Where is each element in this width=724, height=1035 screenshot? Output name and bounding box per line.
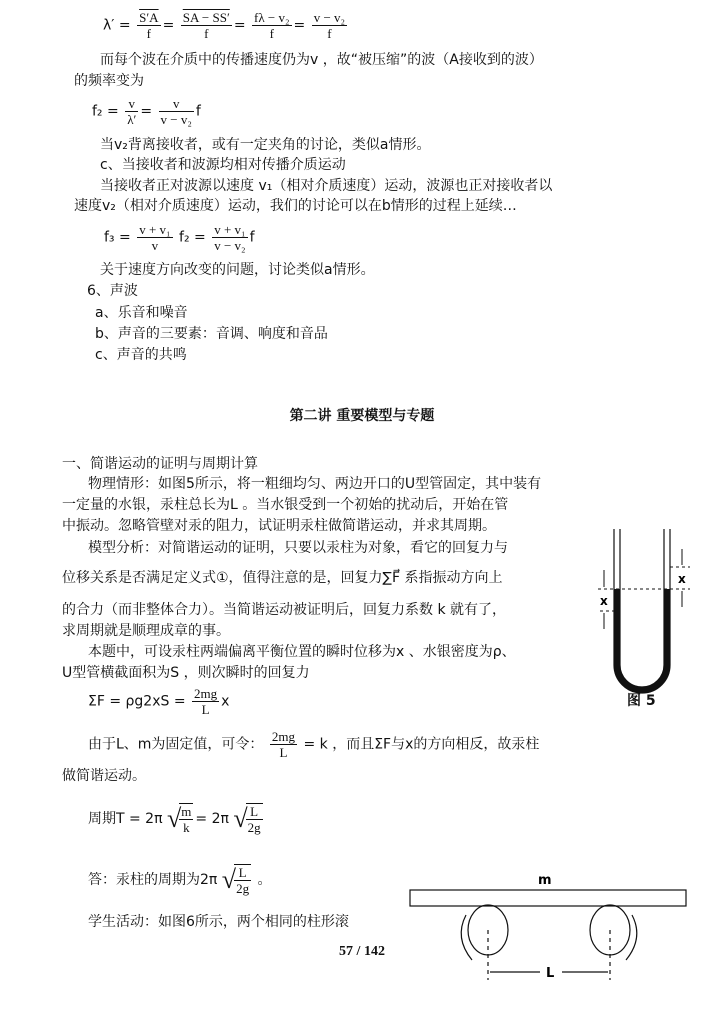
fraction <box>252 10 292 41</box>
text: = 2π <box>195 811 229 827</box>
num: v <box>159 96 194 112</box>
paragraph: 速度v₂（相对介质速度）运动，我们的讨论可以在b情形的过程上延续… <box>74 198 517 214</box>
text: 答：汞柱的周期为2π <box>88 872 218 888</box>
paragraph: 当接收者正对波源以速度 v₁（相对介质速度）运动，波源也正对接收者以 <box>100 178 553 194</box>
chapter-title: 第二讲 重要模型与专题 <box>289 408 435 424</box>
fraction <box>137 10 160 41</box>
text: 由于L、m为固定值，可令： <box>88 736 264 753</box>
paragraph: 物理情形：如图5所示，将一粗细均匀、两边开口的U型管固定，其中装有 <box>88 476 542 492</box>
page-sep: / <box>353 944 364 959</box>
sqrt: √ $\frac{L}{2g}$ <box>221 865 250 896</box>
fraction <box>181 10 232 41</box>
den: 2g <box>236 881 250 896</box>
num: 2mg <box>194 686 218 701</box>
answer <box>88 864 272 896</box>
list-item: c、声音的共鸣 <box>95 347 187 363</box>
text: 周期T = 2π <box>88 811 163 827</box>
distance-label: L <box>546 966 555 981</box>
fraction <box>159 96 194 127</box>
text: f₂ = <box>92 103 119 120</box>
num: v <box>125 96 138 112</box>
den: L <box>201 702 210 717</box>
formula-sum-f <box>88 686 229 717</box>
den: L <box>279 745 288 760</box>
fraction <box>234 864 251 896</box>
fraction <box>212 222 247 253</box>
text: 。 <box>257 872 272 888</box>
paragraph: U型管横截面积为S ，则次瞬时的回复力 <box>62 665 310 681</box>
text: f₃ = <box>104 229 131 246</box>
num: v + v₁ <box>139 222 171 237</box>
den: v − v₂ <box>160 112 192 127</box>
eq: = <box>233 17 246 34</box>
num: v + v₁ <box>214 222 246 237</box>
text: x <box>221 693 230 710</box>
x-label: x <box>678 572 686 586</box>
figure-5-caption: 图 5 <box>627 693 656 709</box>
paragraph: 做简谐运动。 <box>62 768 146 784</box>
eq: = <box>162 17 175 34</box>
formula-f3 <box>104 222 255 253</box>
paragraph: 当v₂背离接收者，或有一定夹角的讨论，类似a情形。 <box>100 137 431 153</box>
num: L <box>234 865 251 881</box>
den: 2g <box>247 820 261 835</box>
formula-period <box>88 803 265 835</box>
den: v <box>151 238 159 253</box>
text: = k ，而且ΣF与x的方向相反，故汞柱 <box>303 736 540 753</box>
paragraph: 中振动。忽略管壁对汞的阻力，试证明汞柱做简谐运动，并求其周期。 <box>62 518 496 534</box>
paragraph: 的频率变为 <box>74 73 144 89</box>
text: f₂ = <box>179 229 206 246</box>
num: m <box>181 804 192 819</box>
den: λ′ <box>127 112 137 127</box>
num: fλ − v₂ <box>254 10 290 25</box>
x-label: x <box>600 594 608 608</box>
fraction <box>246 803 263 835</box>
fraction <box>312 10 347 41</box>
list-item: a、乐音和噪音 <box>95 305 188 321</box>
paragraph: 求周期就是顺理成章的事。 <box>62 623 230 639</box>
fraction <box>137 222 172 253</box>
page-total: 142 <box>363 944 385 959</box>
u-tube-figure <box>590 525 720 715</box>
mass-label: m <box>538 873 552 888</box>
section-heading: 一、简谐运动的证明与周期计算 <box>62 456 258 472</box>
fraction <box>192 686 219 717</box>
paragraph: c、当接收者和波源均相对传播介质运动 <box>100 157 346 173</box>
den: f <box>269 26 274 41</box>
paragraph: 学生活动：如图6所示，两个相同的柱形滚 <box>88 914 349 930</box>
fraction <box>179 803 193 835</box>
paragraph: 而每个波在介质中的传播速度仍为v ，故“被压缩”的波（A接收到的波） <box>100 52 543 68</box>
num: SA − SS′ <box>182 10 230 25</box>
paragraph: 位移关系是否满足定义式①，值得注意的是，回复力∑F⃗ 系指振动方向上 <box>62 570 503 586</box>
paragraph: 本题中，可设汞柱两端偏离平衡位置的瞬时位移为x 、水银密度为ρ、 <box>88 644 516 660</box>
den: f <box>204 26 209 41</box>
den: f <box>327 26 332 41</box>
text: ΣF = ρg2xS = <box>88 693 186 710</box>
den: k <box>183 820 190 835</box>
formula-k <box>88 729 539 760</box>
paragraph: 的合力（而非整体合力）。当简谐运动被证明后，回复力系数 k 就有了， <box>62 602 507 618</box>
num: S′A <box>139 10 159 25</box>
den: v − v₂ <box>214 238 246 253</box>
section-heading: 6、声波 <box>87 283 138 299</box>
formula-f2 <box>92 96 201 127</box>
num: L <box>246 804 263 820</box>
list-item: b、声音的三要素：音调、响度和音品 <box>95 326 328 342</box>
sqrt: √ $\frac{m}{k}$ <box>166 804 192 835</box>
den: f <box>146 26 152 41</box>
sqrt: √ $\frac{L}{2g}$ <box>233 804 261 835</box>
fraction <box>270 729 297 760</box>
page-current: 57 <box>339 944 354 959</box>
fraction <box>125 96 138 127</box>
paragraph: 一定量的水银，汞柱总长为L 。当水银受到一个初始的扰动后，开始在管 <box>62 497 509 513</box>
paragraph: 关于速度方向改变的问题，讨论类似a情形。 <box>100 262 375 278</box>
num: 2mg <box>271 729 296 744</box>
rollers-figure <box>400 860 700 1035</box>
eq: = <box>293 17 306 34</box>
eq: = <box>140 103 153 120</box>
text: f <box>195 103 201 120</box>
text: f <box>249 229 255 246</box>
num: v − v₂ <box>313 10 346 25</box>
text: λ′ = <box>103 17 131 34</box>
paragraph: 模型分析：对简谐运动的证明，只要以汞柱为对象，看它的回复力与 <box>88 540 508 556</box>
formula-lambda <box>103 10 349 41</box>
